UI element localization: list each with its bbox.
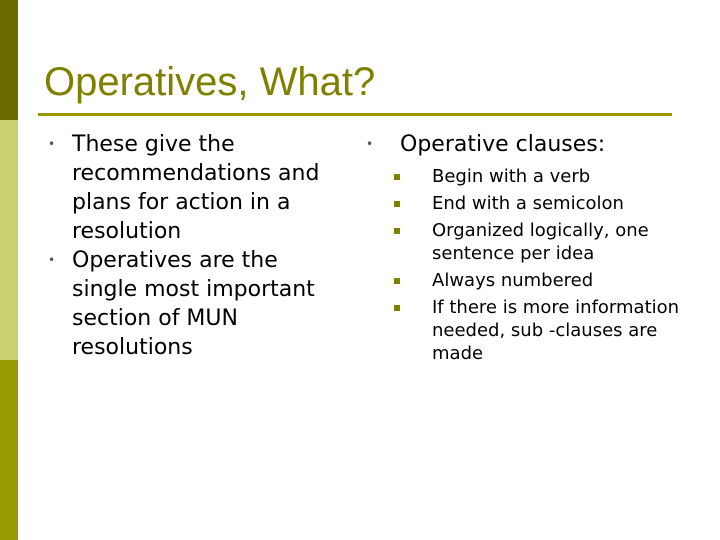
list-item — [48, 246, 348, 362]
sub-list-item — [394, 296, 702, 365]
sub-list-item — [394, 269, 702, 292]
sidebar-segment-light — [0, 120, 18, 360]
sub-list-item — [394, 165, 702, 188]
sub-bullet-text: End with a semicolon — [432, 193, 624, 214]
sidebar-decoration — [0, 0, 18, 540]
sub-bullet-list — [362, 165, 702, 365]
right-column — [362, 130, 702, 369]
right-bullet-list — [362, 130, 702, 159]
square-bullet-icon — [394, 228, 400, 234]
square-bullet-icon — [394, 278, 400, 284]
sub-bullet-text: If there is more information needed, sub -clauses are made — [432, 297, 680, 364]
square-bullet-icon — [394, 201, 400, 207]
sidebar-segment-mid — [0, 360, 18, 540]
sub-bullet-text: Always numbered — [432, 270, 594, 291]
left-column — [48, 130, 348, 362]
sidebar-segment-dark — [0, 0, 18, 120]
title-underline — [38, 113, 672, 116]
bullet-text: Operatives are the single most important section of MUN resolutions — [72, 248, 315, 360]
sub-list-item — [394, 192, 702, 215]
bullet-text: These give the recommendations and plans for action in a resolution — [72, 132, 320, 244]
bullet-dot-icon: • — [366, 137, 374, 151]
slide-title: Operatives, What? — [44, 60, 376, 104]
left-bullet-list — [48, 130, 348, 362]
square-bullet-icon — [394, 174, 400, 180]
bullet-text: Operative clauses: — [400, 132, 606, 157]
bullet-dot-icon: • — [48, 137, 56, 151]
sub-list-item — [394, 219, 702, 265]
sub-bullet-text: Organized logically, one sentence per idea — [432, 220, 649, 264]
bullet-dot-icon: • — [48, 253, 56, 267]
list-item — [362, 130, 702, 159]
sub-bullet-text: Begin with a verb — [432, 166, 591, 187]
list-item — [48, 130, 348, 246]
square-bullet-icon — [394, 305, 400, 311]
